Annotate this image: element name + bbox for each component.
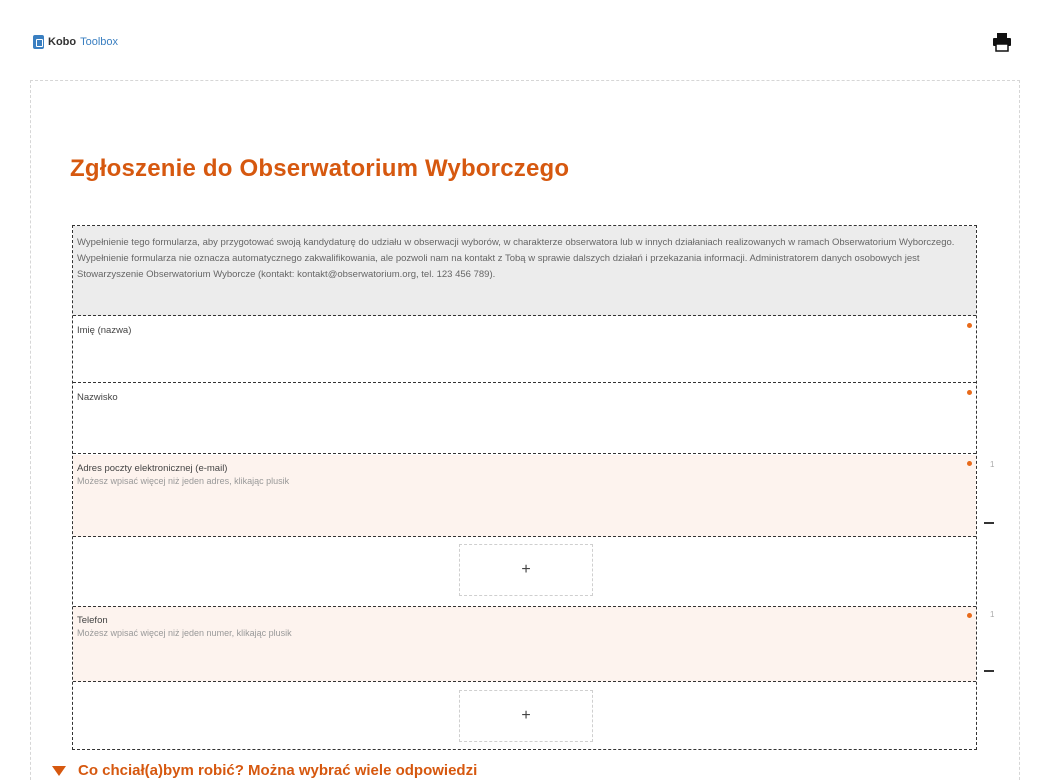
remove-email-repeat-button[interactable] [984,522,994,524]
kobotoolbox-logo [33,35,118,49]
contact-group [72,225,977,750]
plus-icon: + [521,707,531,724]
form-intro-note: Wypełnienie tego formularza, aby przygotować swoją kandydaturę do udziału w obserwacji wyborów, w charakterze obserwatora lub w innych działaniach realizowanych w ramach Obserwatorium Wyborczego. Wypełnienie formularza nie oznacza automatycznego zakwalifikowania, ale pozwoli nam na kontakt z Tobą w sprawie dalszych działań i przekazania informacji. Administratorem danych osobowych jest Stowarzyszenie Obserwatorium Wyborcze (kontakt: kontakt@obserwatorium.org, tel. 123 456 789). [73,226,976,316]
question-last-name [73,384,976,454]
add-phone-repeat-button[interactable] [459,690,593,742]
section-header-activities[interactable] [52,762,477,779]
logo-text-kobo: Kobo [48,36,77,48]
question-email [73,455,976,537]
kobo-logo-icon [33,35,44,49]
question-first-name [73,317,976,383]
email-input[interactable] [77,510,957,528]
repeat-number-email: 1 [990,460,995,469]
logo-text-toolbox: Toolbox [80,36,119,48]
last-name-input[interactable] [77,427,957,445]
section-title: Co chciał(a)bym robić? Można wybrać wiele odpowiedzi [78,762,478,779]
phone-input[interactable] [77,655,957,673]
question-hint: Możesz wpisać więcej niż jeden adres, klikając plusik [77,476,290,486]
form-title: Zgłoszenie do Obserwatorium Wyborczego [70,155,570,182]
required-marker [967,613,972,618]
top-bar [0,0,1057,80]
required-marker [967,323,972,328]
required-marker [967,390,972,395]
question-phone [73,606,976,682]
add-email-repeat-button[interactable] [459,544,593,596]
repeat-number-phone: 1 [990,610,995,619]
collapse-caret-icon [52,766,66,776]
question-label: Adres poczty elektronicznej (e-mail) [77,463,228,474]
question-label: Nazwisko [77,392,118,403]
question-hint: Możesz wpisać więcej niż jeden numer, klikając plusik [77,628,292,638]
plus-icon: + [521,561,531,578]
question-label: Imię (nazwa) [77,325,132,336]
required-marker [967,461,972,466]
remove-phone-repeat-button[interactable] [984,670,994,672]
print-button[interactable] [990,30,1014,54]
first-name-input[interactable] [77,356,957,374]
printer-icon [991,32,1013,52]
question-label: Telefon [77,615,108,626]
